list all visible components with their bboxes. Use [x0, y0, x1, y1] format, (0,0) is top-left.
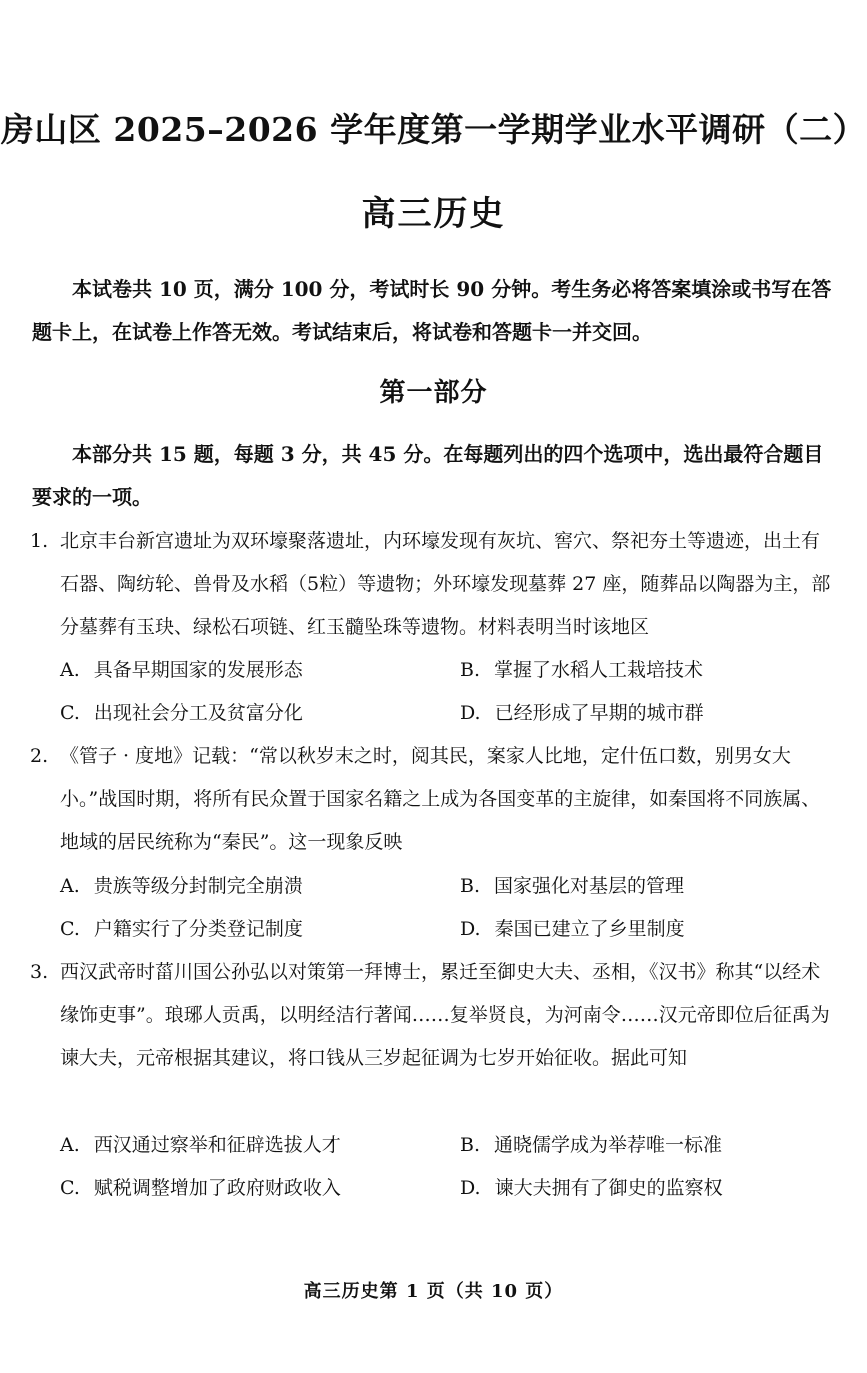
section-title: 第一部分 [379, 378, 488, 408]
question-2 [30, 735, 836, 864]
question-stem: 《管子 · 度地》记载：“常以秋岁末之时，阅其民，案家人比地，定什伍口数，别男女大小。”战国时期，将所有民众置于国家名籍之上成为各国变革的主旋律，如秦国将不同族属、地域的居民统称为“秦民”。这一现象反映 [60, 745, 821, 853]
exam-title: 房山区 2025–2026 学年度第一学期学业水平调研（二） [0, 110, 867, 149]
page-footer: 高三历史第 1 页（共 10 页） [303, 1281, 564, 1302]
option-b: B. 掌握了水稻人工栽培技术 [460, 659, 704, 681]
question-3 [30, 951, 836, 1080]
question-stem: 北京丰台新宫遗址为双环壕聚落遗址，内环壕发现有灰坑、窖穴、祭祀夯土等遗迹，出土有石器、陶纺轮、兽骨及水稻（5粒）等遗物；外环壕发现墓葬 27 座，随葬品以陶器为主，部分墓葬有玉玦、绿松石项链、红玉髓坠珠等遗物。材料表明当时该地区 [60, 530, 831, 638]
question-1-options [60, 649, 820, 735]
question-2-options [60, 865, 820, 951]
option-c: C. 赋税调整增加了政府财政收入 [60, 1177, 341, 1199]
option-b: B. 通晓儒学成为举荐唯一标准 [460, 1134, 723, 1156]
option-b: B. 国家强化对基层的管理 [460, 875, 685, 897]
option-a: A. 具备早期国家的发展形态 [60, 659, 303, 681]
question-number: 1. [30, 530, 49, 552]
option-d: D. 谏大夫拥有了御史的监察权 [460, 1177, 723, 1199]
option-c: C. 户籍实行了分类登记制度 [60, 918, 303, 940]
exam-subject: 高三历史 [361, 194, 506, 234]
section-instructions: 本部分共 15 题，每题 3 分，共 45 分。在每题列出的四个选项中，选出最符合题目要求的一项。 [32, 442, 824, 509]
option-a: A. 贵族等级分封制完全崩溃 [60, 875, 303, 897]
option-d: D. 已经形成了早期的城市群 [460, 702, 704, 724]
question-3-options [60, 1124, 820, 1210]
question-1 [30, 520, 836, 649]
question-number: 3. [30, 961, 49, 983]
option-a: A. 西汉通过察举和征辟选拔人才 [60, 1134, 341, 1156]
question-number: 2. [30, 745, 49, 767]
exam-instructions: 本试卷共 10 页，满分 100 分，考试时长 90 分钟。考生务必将答案填涂或书写在答题卡上，在试卷上作答无效。考试结束后，将试卷和答题卡一并交回。 [32, 277, 832, 344]
question-stem: 西汉武帝时菑川国公孙弘以对策第一拜博士，累迁至御史大夫、丞相，《汉书》称其“以经术缘饰吏事”。琅琊人贡禹，以明经洁行著闻……复举贤良，为河南令……汉元帝即位后征禹为谏大夫，元帝根据其建议，将口钱从三岁起征调为七岁开始征收。据此可知 [60, 961, 830, 1069]
option-c: C. 出现社会分工及贫富分化 [60, 702, 303, 724]
option-d: D. 秦国已建立了乡里制度 [460, 918, 685, 940]
